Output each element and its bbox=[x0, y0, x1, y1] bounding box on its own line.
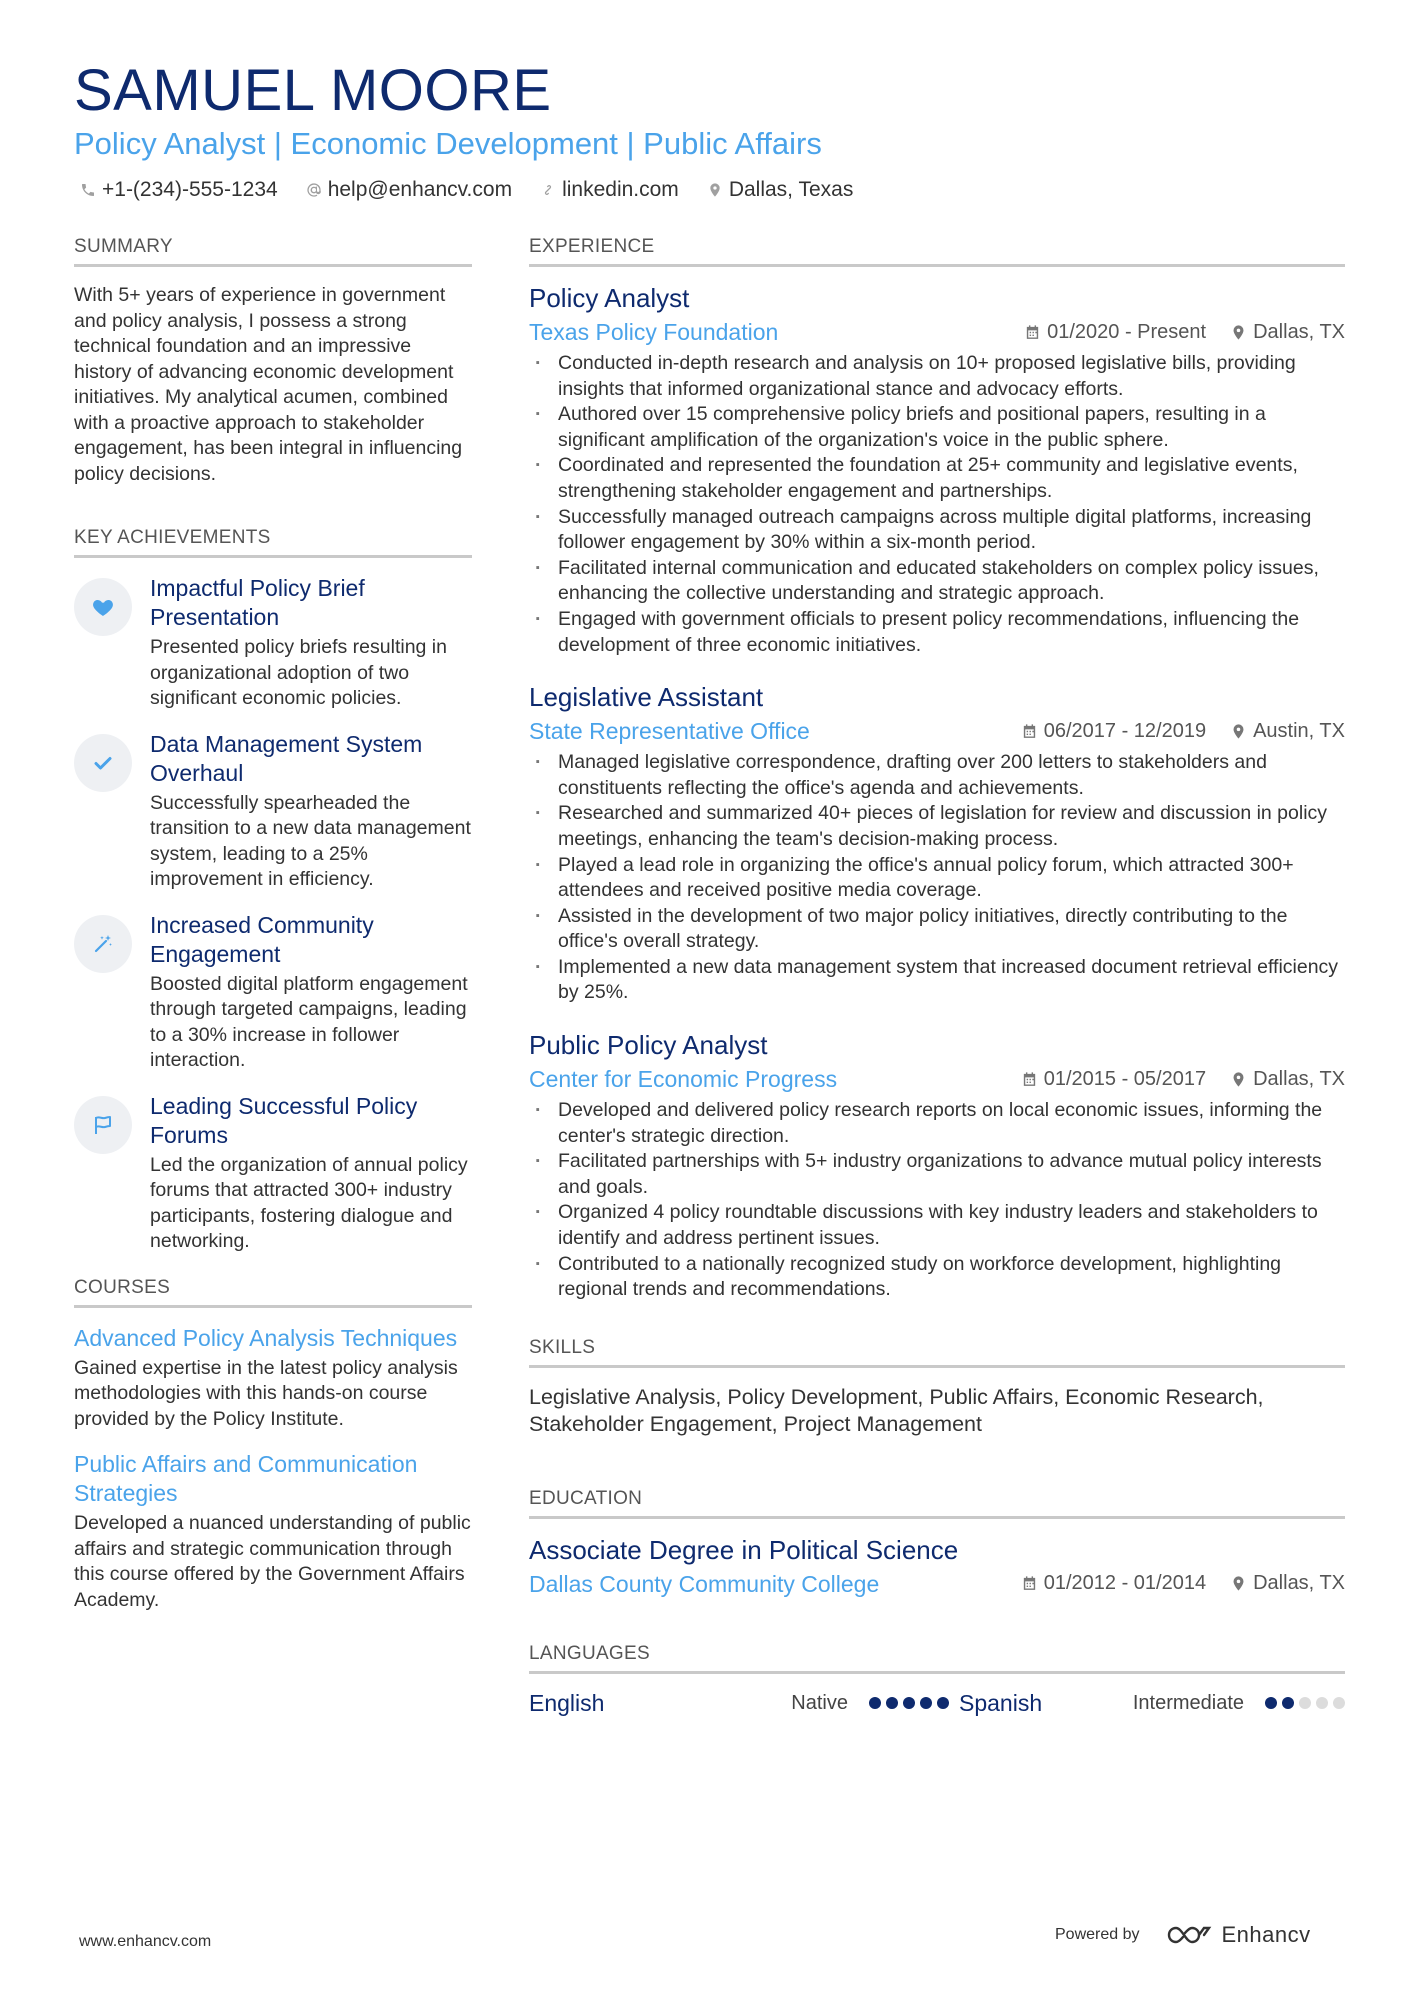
contact-email[interactable] bbox=[306, 178, 512, 202]
languages-heading: LANGUAGES bbox=[529, 1643, 1345, 1674]
languages-section bbox=[529, 1643, 1345, 1717]
skills-text: Legislative Analysis, Policy Development, Public Affairs, Economic Research, Stakeholder Engagement, Project Management bbox=[529, 1384, 1264, 1436]
bullet: · Engaged with government officials to present policy recommendations, influencing the development of three economic initiatives. bbox=[529, 607, 1345, 658]
summary-heading: SUMMARY bbox=[74, 236, 472, 267]
contact-phone[interactable] bbox=[80, 178, 278, 202]
bullet: · Managed legislative correspondence, drafting over 200 letters to stakeholders and constituents reflecting the office's agenda and achievements. bbox=[529, 750, 1345, 801]
bullet: · Coordinated and represented the foundation at 25+ community and legislative events, strengthening stakeholder engagement and partnerships. bbox=[529, 453, 1345, 504]
brand-name: Enhancv bbox=[1221, 1922, 1311, 1947]
job-title: Legislative Assistant bbox=[529, 682, 764, 713]
magic-wand-icon bbox=[91, 932, 115, 956]
achievement-icon-badge bbox=[74, 578, 132, 636]
language-rating bbox=[1260, 1697, 1345, 1709]
language-level: Intermediate bbox=[1132, 1691, 1244, 1714]
flag-icon bbox=[91, 1113, 115, 1137]
company-name: Center for Economic Progress bbox=[529, 1066, 838, 1093]
education-dates: 01/2012 - 01/2014 bbox=[1043, 1572, 1207, 1595]
job-dates: 01/2015 - 05/2017 bbox=[1043, 1067, 1207, 1090]
experience-heading: EXPERIENCE bbox=[529, 236, 1345, 267]
at-icon bbox=[306, 182, 322, 198]
achievements-heading: KEY ACHIEVEMENTS bbox=[74, 527, 472, 558]
summary-section bbox=[74, 236, 472, 487]
achievement-item bbox=[74, 574, 472, 712]
course-description: Gained expertise in the latest policy analysis methodologies with this hands-on course provided by the Policy Institute. bbox=[74, 1356, 458, 1430]
bullet: · Assisted in the development of two major policy initiatives, directly contributing to the office's overall strategy. bbox=[529, 904, 1345, 955]
location-icon bbox=[1230, 1575, 1247, 1592]
job-entry bbox=[529, 1028, 1345, 1303]
location-icon bbox=[707, 182, 723, 198]
experience-section bbox=[529, 236, 1345, 1303]
course-item bbox=[74, 1324, 472, 1433]
language-level: Native bbox=[791, 1691, 848, 1714]
course-description: Developed a nuanced understanding of public affairs and strategic communication through this course offered by the Government Affairs Academy. bbox=[74, 1512, 471, 1611]
achievement-description: Successfully spearheaded the transition to a new data management system, leading to a 25% improvement in efficiency. bbox=[150, 791, 471, 890]
achievement-item bbox=[74, 1092, 472, 1255]
contact-location bbox=[707, 178, 854, 202]
education-location: Dallas, TX bbox=[1253, 1572, 1345, 1595]
courses-heading: COURSES bbox=[74, 1277, 472, 1308]
language-rating bbox=[864, 1697, 949, 1709]
contact-location-text: Dallas, Texas bbox=[728, 178, 854, 201]
achievement-item bbox=[74, 911, 472, 1074]
achievement-title: Leading Successful Policy Forums bbox=[150, 1092, 418, 1148]
job-dates: 06/2017 - 12/2019 bbox=[1043, 719, 1207, 742]
right-column bbox=[529, 236, 1345, 1717]
job-title: Public Policy Analyst bbox=[529, 1030, 768, 1061]
course-title: Public Affairs and Communication Strategies bbox=[74, 1451, 418, 1506]
location-icon bbox=[1230, 1071, 1247, 1088]
degree-title: Associate Degree in Political Science bbox=[529, 1534, 959, 1565]
achievement-description: Led the organization of annual policy forums that attracted 300+ industry participants, fostering dialogue and networking. bbox=[150, 1153, 468, 1252]
calendar-icon bbox=[1021, 1575, 1038, 1592]
course-title: Advanced Policy Analysis Techniques bbox=[74, 1324, 458, 1351]
achievement-title: Impactful Policy Brief Presentation bbox=[150, 575, 365, 630]
achievement-description: Presented policy briefs resulting in organizational adoption of two significant economic policies. bbox=[150, 636, 447, 709]
achievement-icon-badge bbox=[74, 734, 132, 792]
location-icon bbox=[1230, 324, 1247, 341]
skills-section bbox=[529, 1337, 1345, 1438]
achievement-title: Increased Community Engagement bbox=[150, 911, 374, 967]
company-name: State Representative Office bbox=[529, 718, 810, 745]
link-icon bbox=[540, 182, 556, 198]
skills-heading: SKILLS bbox=[529, 1337, 1345, 1368]
achievement-icon-badge bbox=[74, 1096, 132, 1154]
rating-dot bbox=[920, 1697, 932, 1709]
rating-dot bbox=[1316, 1697, 1328, 1709]
achievement-title: Data Management System Overhaul bbox=[150, 730, 423, 786]
calendar-icon bbox=[1021, 723, 1038, 740]
job-bullets bbox=[529, 1098, 1345, 1303]
bullet: · Researched and summarized 40+ pieces of legislation for review and discussion in policy meetings, enhancing the team's decision-making process. bbox=[529, 801, 1345, 852]
contact-linkedin[interactable] bbox=[540, 178, 679, 202]
job-location: Dallas, TX bbox=[1253, 320, 1345, 343]
left-column bbox=[74, 236, 472, 1631]
footer-branding bbox=[1055, 1922, 1311, 1948]
course-item bbox=[74, 1450, 472, 1613]
language-name: Spanish bbox=[959, 1689, 1043, 1716]
rating-dot bbox=[869, 1697, 881, 1709]
powered-by-label: Powered by bbox=[1055, 1926, 1140, 1943]
bullet: · Developed and delivered policy research reports on local economic issues, informing the center's strategic direction. bbox=[529, 1098, 1345, 1149]
bullet: · Contributed to a nationally recognized study on workforce development, highlighting regional trends and recommendations. bbox=[529, 1252, 1345, 1303]
language-item bbox=[529, 1690, 949, 1717]
summary-text: With 5+ years of experience in government and policy analysis, I possess a strong technical foundation and an impressive history of advancing economic development initiatives. My analytical acumen, combined with a proactive approach to stakeholder engagement, has been integral in influencing policy decisions. bbox=[74, 284, 463, 485]
bullet: · Successfully managed outreach campaigns across multiple digital platforms, increasing follower engagement by 30% within a six-month period. bbox=[529, 505, 1345, 556]
rating-dot bbox=[1265, 1697, 1277, 1709]
achievement-item bbox=[74, 730, 472, 893]
job-bullets bbox=[529, 351, 1345, 658]
job-entry bbox=[529, 281, 1345, 658]
rating-dot bbox=[1333, 1697, 1345, 1709]
courses-section bbox=[74, 1277, 472, 1614]
bullet: · Conducted in-depth research and analysis on 10+ proposed legislative bills, providing insights that informed organizational stance and advocacy efforts. bbox=[529, 351, 1345, 402]
company-name: Texas Policy Foundation bbox=[529, 319, 779, 345]
rating-dot bbox=[903, 1697, 915, 1709]
contact-email-text: help@enhancv.com bbox=[327, 178, 513, 201]
phone-icon bbox=[80, 182, 96, 198]
contact-bar bbox=[80, 178, 881, 202]
bullet: · Played a lead role in organizing the office's annual policy forum, which attracted 300+ attendees and received positive media coverage. bbox=[529, 853, 1345, 904]
footer-website[interactable]: www.enhancv.com bbox=[79, 1933, 212, 1950]
rating-dot bbox=[1282, 1697, 1294, 1709]
school-name: Dallas County Community College bbox=[529, 1570, 880, 1597]
language-name: English bbox=[529, 1689, 605, 1716]
job-entry bbox=[529, 680, 1345, 1006]
education-heading: EDUCATION bbox=[529, 1488, 1345, 1519]
job-bullets bbox=[529, 750, 1345, 1006]
rating-dot bbox=[937, 1697, 949, 1709]
bullet: · Facilitated internal communication and educated stakeholders on complex policy issues, enhancing the collective understanding and strategic approach. bbox=[529, 556, 1345, 607]
achievement-description: Boosted digital platform engagement through targeted campaigns, leading to a 30% increase in follower interaction. bbox=[150, 972, 468, 1071]
rating-dot bbox=[1299, 1697, 1311, 1709]
enhancv-logo-icon bbox=[1166, 1923, 1212, 1947]
job-location: Dallas, TX bbox=[1253, 1067, 1345, 1090]
contact-phone-text: +1-(234)-555-1234 bbox=[102, 178, 278, 201]
language-item bbox=[949, 1690, 1345, 1717]
bullet: · Organized 4 policy roundtable discussions with key industry leaders and stakeholders to identify and address pertinent issues. bbox=[529, 1200, 1345, 1251]
brand-logo[interactable] bbox=[1166, 1922, 1311, 1948]
achievement-icon-badge bbox=[74, 915, 132, 973]
contact-linkedin-text: linkedin.com bbox=[562, 178, 679, 201]
bullet: · Facilitated partnerships with 5+ industry organizations to advance mutual policy interests and goals. bbox=[529, 1149, 1345, 1200]
check-icon bbox=[91, 751, 115, 775]
job-title: Policy Analyst bbox=[529, 283, 690, 313]
calendar-icon bbox=[1021, 1071, 1038, 1088]
achievements-section bbox=[74, 527, 472, 1255]
candidate-name: SAMUEL MOORE bbox=[74, 58, 552, 123]
location-icon bbox=[1230, 723, 1247, 740]
job-location: Austin, TX bbox=[1253, 719, 1345, 742]
headline: Policy Analyst | Economic Development | Public Affairs bbox=[74, 126, 822, 161]
calendar-icon bbox=[1024, 324, 1041, 341]
rating-dot bbox=[886, 1697, 898, 1709]
bullet: · Implemented a new data management system that increased document retrieval efficiency by 25%. bbox=[529, 955, 1345, 1006]
bullet: · Authored over 15 comprehensive policy briefs and positional papers, resulting in a significant amplification of the organization's voice in the public sphere. bbox=[529, 402, 1345, 453]
job-dates: 01/2020 - Present bbox=[1047, 320, 1207, 343]
heart-icon bbox=[91, 595, 115, 619]
education-section bbox=[529, 1488, 1345, 1599]
